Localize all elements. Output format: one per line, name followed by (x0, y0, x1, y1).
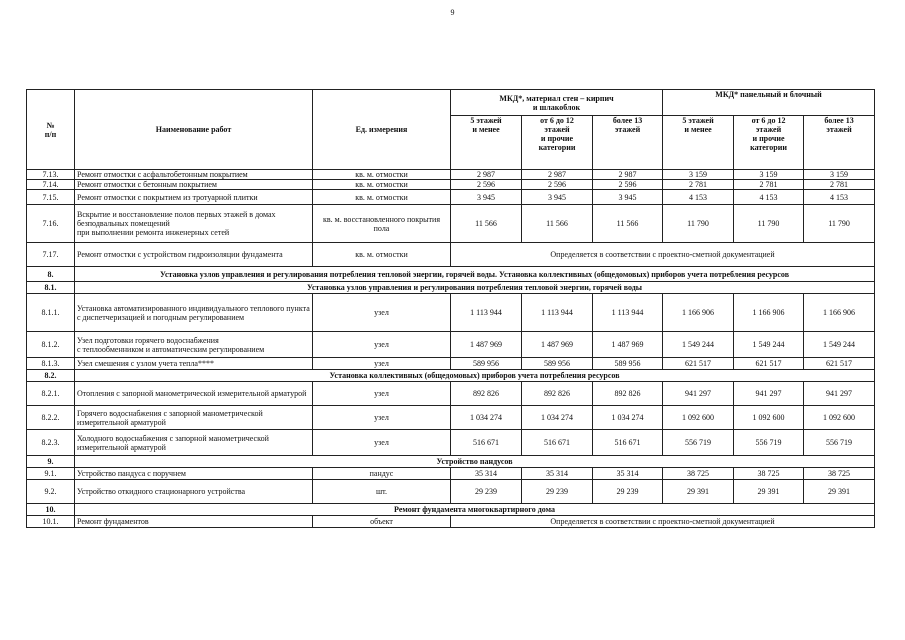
price-value: 3 945 (522, 190, 593, 205)
header-num: № п/п (27, 90, 75, 170)
price-value: 1 487 969 (522, 332, 593, 358)
price-value: 3 159 (804, 170, 875, 180)
price-value: 1 034 274 (522, 406, 593, 430)
price-value: 2 781 (734, 180, 804, 190)
section-row (27, 456, 875, 468)
price-value: 1 092 600 (804, 406, 875, 430)
price-value: 11 566 (451, 205, 522, 243)
section-title: Устройство пандусов (75, 456, 875, 468)
table-row (27, 294, 875, 332)
header-sub: от 6 до 12 этажей и прочие категории (734, 116, 804, 170)
price-value: 4 153 (663, 190, 734, 205)
price-value: 4 153 (804, 190, 875, 205)
note-text: Определяется в соответствии с проектно-сметной документацией (451, 243, 875, 267)
price-value: 2 987 (451, 170, 522, 180)
price-value: 1 092 600 (734, 406, 804, 430)
section-title: Установка узлов управления и регулирования потребления тепловой энергии, горячей воды (75, 282, 875, 294)
table-row (27, 332, 875, 358)
header-sub: более 13 этажей (593, 116, 663, 170)
price-value: 2 596 (451, 180, 522, 190)
work-name: Ремонт фундаментов (75, 516, 313, 528)
price-value: 11 790 (734, 205, 804, 243)
price-value: 29 391 (734, 480, 804, 504)
price-value: 556 719 (734, 430, 804, 456)
price-value: 1 113 944 (451, 294, 522, 332)
row-number: 9. (27, 456, 75, 468)
price-value: 29 239 (522, 480, 593, 504)
price-value: 1 487 969 (451, 332, 522, 358)
price-value: 29 239 (451, 480, 522, 504)
row-number: 8.1.2. (27, 332, 75, 358)
price-value: 892 826 (593, 382, 663, 406)
price-value: 941 297 (734, 382, 804, 406)
price-value: 29 391 (804, 480, 875, 504)
unit: кв. м. восстановленного покрытия пола (313, 205, 451, 243)
price-value: 621 517 (804, 358, 875, 370)
price-value: 589 956 (593, 358, 663, 370)
row-number: 9.1. (27, 468, 75, 480)
section-row (27, 370, 875, 382)
price-value: 1 487 969 (593, 332, 663, 358)
section-row (27, 282, 875, 294)
price-value: 1 166 906 (734, 294, 804, 332)
price-value: 11 790 (804, 205, 875, 243)
row-number: 8.1.3. (27, 358, 75, 370)
price-value: 516 671 (593, 430, 663, 456)
header-sub: более 13 этажей (804, 116, 875, 170)
row-number: 7.14. (27, 180, 75, 190)
work-name: Холодного водоснабжения с запорной манометрической измерительной арматурой (75, 430, 313, 456)
price-value: 1 092 600 (663, 406, 734, 430)
unit: узел (313, 430, 451, 456)
section-row (27, 504, 875, 516)
work-name: Узел подготовки горячего водоснабжения с теплообменником и автоматическим регулированием (75, 332, 313, 358)
header-sub: 5 этажей и менее (451, 116, 522, 170)
page-number: 9 (450, 8, 455, 17)
work-name: Ремонт отмостки с бетонным покрытием (75, 180, 313, 190)
table-row (27, 205, 875, 243)
price-value: 2 781 (663, 180, 734, 190)
work-name: Устройство пандуса с поручнем (75, 468, 313, 480)
unit: кв. м. отмостки (313, 243, 451, 267)
work-name: Ремонт отмостки с устройством гидроизоляции фундамента (75, 243, 313, 267)
note-text: Определяется в соответствии с проектно-сметной документацией (451, 516, 875, 528)
table-row (27, 406, 875, 430)
row-number: 8.1. (27, 282, 75, 294)
unit: объект (313, 516, 451, 528)
row-number: 10. (27, 504, 75, 516)
table-row (27, 358, 875, 370)
header-group-panel: МКД* панельный и блочный (663, 90, 875, 116)
price-value: 621 517 (663, 358, 734, 370)
price-value: 2 596 (593, 180, 663, 190)
unit: узел (313, 294, 451, 332)
table-body (27, 170, 875, 528)
price-value: 556 719 (663, 430, 734, 456)
price-value: 941 297 (663, 382, 734, 406)
unit: пандус (313, 468, 451, 480)
header-work-name: Наименование работ (75, 90, 313, 170)
price-value: 1 034 274 (451, 406, 522, 430)
row-number: 8. (27, 267, 75, 282)
row-number: 7.16. (27, 205, 75, 243)
price-value: 11 566 (522, 205, 593, 243)
price-value: 1 166 906 (804, 294, 875, 332)
work-name: Ремонт отмостки с асфальтобетонным покрытием (75, 170, 313, 180)
price-value: 1 166 906 (663, 294, 734, 332)
price-value: 4 153 (734, 190, 804, 205)
work-name: Ремонт отмостки с покрытием из тротуарной плитки (75, 190, 313, 205)
table-row (27, 382, 875, 406)
work-name: Отопления с запорной манометрической измерительной арматурой (75, 382, 313, 406)
price-value: 3 159 (734, 170, 804, 180)
header-sub: 5 этажей и менее (663, 116, 734, 170)
header-sub: от 6 до 12 этажей и прочие категории (522, 116, 593, 170)
price-value: 2 987 (522, 170, 593, 180)
unit: узел (313, 406, 451, 430)
row-number: 8.1.1. (27, 294, 75, 332)
price-value: 29 239 (593, 480, 663, 504)
table-row (27, 430, 875, 456)
section-title: Ремонт фундамента многоквартирного дома (75, 504, 875, 516)
row-number: 8.2.1. (27, 382, 75, 406)
row-number: 7.17. (27, 243, 75, 267)
price-value: 35 314 (522, 468, 593, 480)
price-value: 1 549 244 (804, 332, 875, 358)
price-value: 3 945 (451, 190, 522, 205)
price-value: 589 956 (522, 358, 593, 370)
work-name: Вскрытие и восстановление полов первых этажей в домах безподвальных помещений при выполнении ремонта инженерных сетей (75, 205, 313, 243)
price-value: 941 297 (804, 382, 875, 406)
work-name: Установка автоматизированного индивидуального теплового пункта с диспетчеризацией и погодным регулированием (75, 294, 313, 332)
price-value: 2 596 (522, 180, 593, 190)
row-number: 8.2.3. (27, 430, 75, 456)
unit: кв. м. отмостки (313, 180, 451, 190)
unit: кв. м. отмостки (313, 190, 451, 205)
price-value: 2 987 (593, 170, 663, 180)
table-row (27, 480, 875, 504)
row-number: 10.1. (27, 516, 75, 528)
table-row (27, 180, 875, 190)
price-value: 38 725 (804, 468, 875, 480)
price-value: 516 671 (451, 430, 522, 456)
price-table (26, 89, 875, 528)
price-value: 516 671 (522, 430, 593, 456)
price-value: 892 826 (522, 382, 593, 406)
header-unit: Ед. измерения (313, 90, 451, 170)
table-row (27, 516, 875, 528)
header-group-brick: МКД*, материал стен – кирпич и шлакоблок (451, 90, 663, 116)
unit: узел (313, 358, 451, 370)
unit: узел (313, 332, 451, 358)
section-title: Установка узлов управления и регулирования потребления тепловой энергии, горячей воды. Установка коллективных (общедомовых) приборов учета потребления ресурсов (75, 267, 875, 282)
price-value: 11 566 (593, 205, 663, 243)
price-value: 1 549 244 (734, 332, 804, 358)
price-value: 35 314 (593, 468, 663, 480)
row-number: 7.13. (27, 170, 75, 180)
table-row (27, 468, 875, 480)
price-value: 892 826 (451, 382, 522, 406)
row-number: 9.2. (27, 480, 75, 504)
section-row (27, 267, 875, 282)
unit: кв. м. отмостки (313, 170, 451, 180)
work-name: Узел смешения с узлом учета тепла**** (75, 358, 313, 370)
table-row (27, 170, 875, 180)
price-value: 3 159 (663, 170, 734, 180)
price-value: 11 790 (663, 205, 734, 243)
price-value: 29 391 (663, 480, 734, 504)
section-title: Установка коллективных (общедомовых) приборов учета потребления ресурсов (75, 370, 875, 382)
unit: узел (313, 382, 451, 406)
price-value: 1 113 944 (593, 294, 663, 332)
unit: шт. (313, 480, 451, 504)
price-value: 1 034 274 (593, 406, 663, 430)
table-row (27, 190, 875, 205)
price-value: 1 113 944 (522, 294, 593, 332)
price-value: 2 781 (804, 180, 875, 190)
price-value: 589 956 (451, 358, 522, 370)
price-value: 38 725 (663, 468, 734, 480)
price-value: 556 719 (804, 430, 875, 456)
row-number: 7.15. (27, 190, 75, 205)
table-row (27, 243, 875, 267)
price-value: 3 945 (593, 190, 663, 205)
table-header (27, 90, 875, 170)
price-value: 38 725 (734, 468, 804, 480)
price-value: 1 549 244 (663, 332, 734, 358)
row-number: 8.2.2. (27, 406, 75, 430)
work-name: Горячего водоснабжения с запорной манометрической измерительной арматурой (75, 406, 313, 430)
price-value: 621 517 (734, 358, 804, 370)
price-value: 35 314 (451, 468, 522, 480)
work-name: Устройство откидного стационарного устройства (75, 480, 313, 504)
row-number: 8.2. (27, 370, 75, 382)
